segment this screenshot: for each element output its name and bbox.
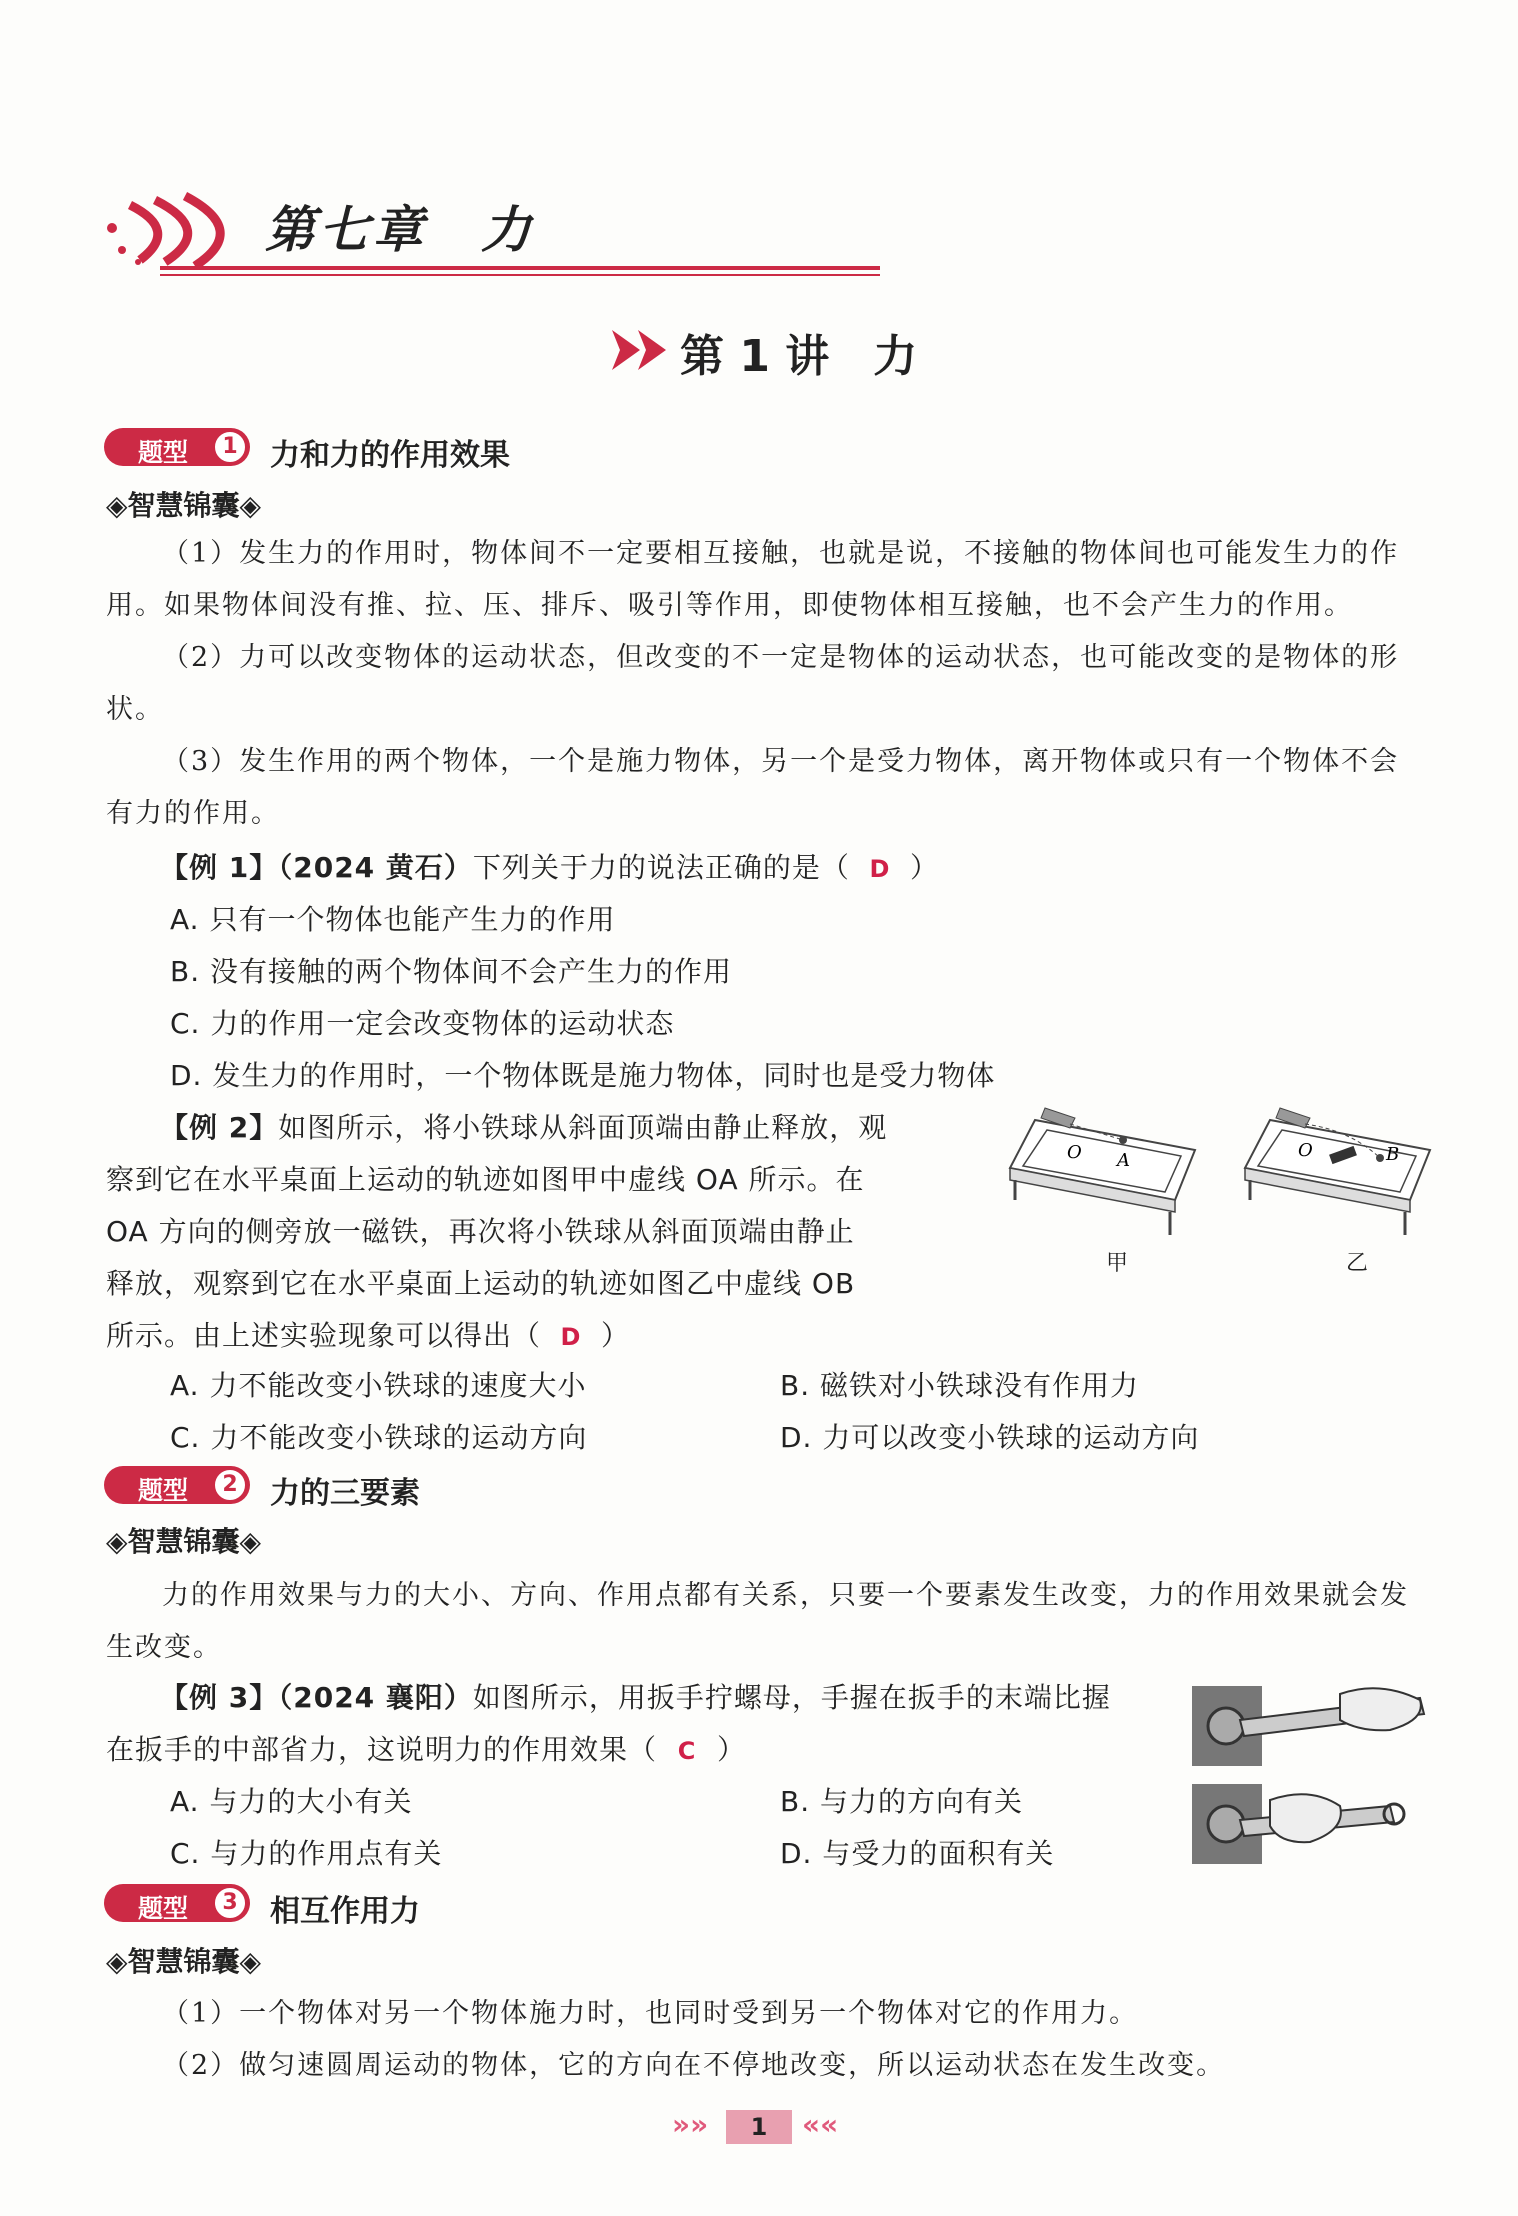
- type-badge-number: 1: [214, 431, 246, 463]
- type-badge: [104, 428, 250, 466]
- point-o-label: O: [1298, 1140, 1313, 1161]
- option-a: A. 力不能改变小铁球的速度大小: [170, 1369, 587, 1402]
- example-source: （2024 黄石）: [278, 851, 473, 884]
- option-a: A. 只有一个物体也能产生力的作用: [170, 903, 616, 936]
- example-tag: 【例 1】: [160, 851, 279, 884]
- option-a: A. 与力的大小有关: [170, 1785, 413, 1818]
- tips-paragraph-2: （2）力可以改变物体的运动状态，但改变的不一定是物体的运动状态，也可能改变的是物体的形状。: [106, 642, 1400, 725]
- option-b: B. 没有接触的两个物体间不会产生力的作用: [170, 955, 733, 988]
- example-2-line-3: OA 方向的侧旁放一磁铁，再次将小铁球从斜面顶端由静止: [106, 1215, 855, 1248]
- type-badge-label: 题型: [138, 438, 189, 467]
- option-b: B. 磁铁对小铁球没有作用力: [780, 1369, 1140, 1402]
- question-text: 下列关于力的说法正确的是（: [472, 851, 850, 884]
- example-3-line-2: [106, 1728, 746, 1768]
- tips-paragraph: 力的作用效果与力的大小、方向、作用点都有关系，只要一个要素发生改变，力的作用效果就会发生改变。: [106, 1580, 1409, 1663]
- answer: D: [869, 855, 891, 883]
- type-title: 力和力的作用效果: [270, 438, 510, 473]
- wrench-end-grip-figure: [1190, 1680, 1430, 1770]
- example-2-line-5: [106, 1314, 630, 1354]
- type-title: 相互作用力: [270, 1894, 420, 1929]
- lecture-title: 第 1 讲 力: [680, 331, 918, 382]
- tips-paragraph-3: （3）发生作用的两个物体，一个是施力物体，另一个是受力物体，离开物体或只有一个物体不会有力的作用。: [106, 746, 1400, 829]
- chapter-title: 第七章 力: [265, 200, 535, 259]
- option-c: C. 力不能改变小铁球的运动方向: [170, 1421, 588, 1454]
- example-3-line-1: [160, 1676, 1111, 1716]
- type-badge: [104, 1884, 250, 1922]
- tips-paragraph-1: （1）发生力的作用时，物体间不一定要相互接触，也就是说，不接触的物体间也可能发生力的作用。如果物体间没有推、拉、压、排斥、吸引等作用，即使物体相互接触，也不会产生力的作用。: [106, 538, 1400, 621]
- table-figure-b: [1240, 1100, 1440, 1240]
- figure-caption-b: 乙: [1346, 1251, 1369, 1276]
- figure-caption-a: 甲: [1106, 1251, 1129, 1276]
- wrench-middle-grip-figure: [1190, 1780, 1430, 1870]
- option-c: C. 与力的作用点有关: [170, 1837, 443, 1870]
- page-arrows-right: ««: [802, 2108, 839, 2141]
- option-b: B. 与力的方向有关: [780, 1785, 1024, 1818]
- question-text: 所示。由上述实验现象可以得出（: [106, 1319, 542, 1352]
- type-badge-label: 题型: [138, 1894, 189, 1923]
- example-2-line-2: 察到它在水平桌面上运动的轨迹如图甲中虚线 OA 所示。在: [106, 1163, 865, 1196]
- page-number: 1: [726, 2110, 792, 2144]
- example-source: （2024 襄阳）: [278, 1681, 473, 1714]
- tips-paragraph-1: （1）一个物体对另一个物体施力时，也同时受到另一个物体对它的作用力。: [162, 1998, 1139, 2029]
- tips-paragraph-2: （2）做匀速圆周运动的物体，它的方向在不停地改变，所以运动状态在发生改变。: [162, 2050, 1226, 2081]
- bracket-close: ）: [909, 851, 939, 884]
- point-b-label: B: [1386, 1144, 1400, 1165]
- answer: D: [560, 1323, 582, 1351]
- tips-heading: ◈智慧锦囊◈: [106, 1945, 262, 1978]
- type-badge-number: 3: [214, 1887, 246, 1919]
- option-d: D. 与受力的面积有关: [780, 1837, 1055, 1870]
- example-1-stem: [160, 846, 939, 886]
- type-badge: [104, 1466, 250, 1504]
- example-tag: 【例 3】: [160, 1681, 279, 1714]
- table-figure-a: [1005, 1100, 1205, 1240]
- example-2-line-1: [160, 1106, 887, 1146]
- page-arrows-left: »»: [672, 2108, 709, 2141]
- point-o-label: O: [1067, 1142, 1082, 1163]
- double-arrow-icon: [612, 330, 672, 370]
- tips-heading: ◈智慧锦囊◈: [106, 489, 262, 522]
- example-tag: 【例 2】: [160, 1111, 279, 1144]
- point-a-label: A: [1117, 1150, 1130, 1171]
- question-text: 如图所示，用扳手拧螺母，手握在扳手的末端比握: [472, 1681, 1111, 1714]
- option-d: D. 力可以改变小铁球的运动方向: [780, 1421, 1200, 1454]
- type-badge-number: 2: [214, 1469, 246, 1501]
- question-text: 在扳手的中部省力，这说明力的作用效果（: [106, 1733, 658, 1766]
- bracket-close: ）: [601, 1319, 631, 1352]
- type-badge-label: 题型: [138, 1476, 189, 1505]
- example-2-line-4: 释放，观察到它在水平桌面上运动的轨迹如图乙中虚线 OB: [106, 1267, 856, 1300]
- tips-heading: ◈智慧锦囊◈: [106, 1525, 262, 1558]
- question-text: 如图所示，将小铁球从斜面顶端由静止释放，观: [278, 1111, 888, 1144]
- option-d: D. 发生力的作用时，一个物体既是施力物体，同时也是受力物体: [170, 1059, 996, 1092]
- answer: C: [677, 1737, 697, 1765]
- option-c: C. 力的作用一定会改变物体的运动状态: [170, 1007, 675, 1040]
- bracket-close: ）: [717, 1733, 747, 1766]
- type-title: 力的三要素: [270, 1476, 420, 1511]
